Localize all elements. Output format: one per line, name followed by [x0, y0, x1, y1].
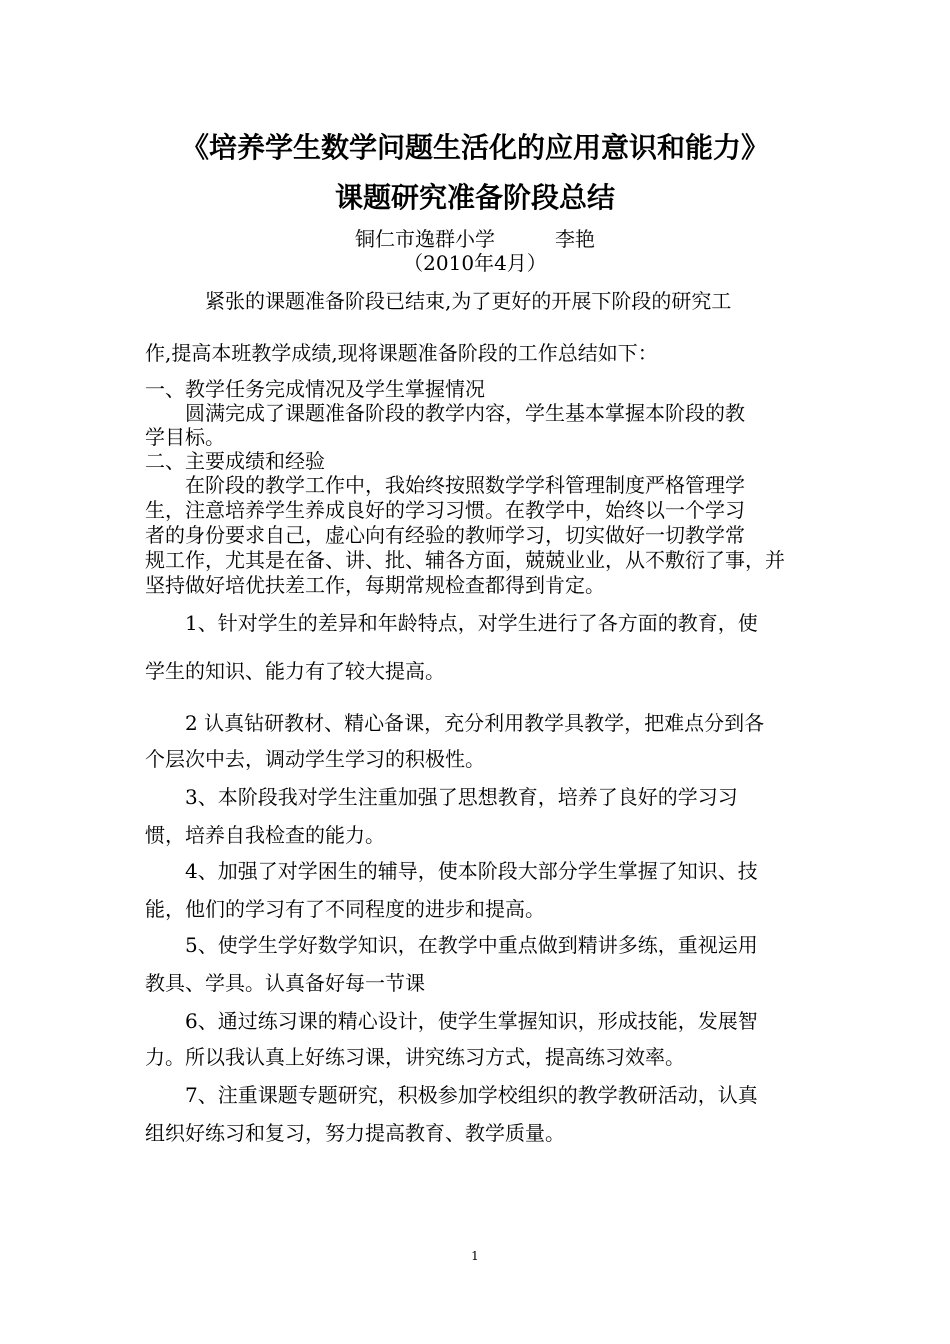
- section1-heading: 一、教学任务完成情况及学生掌握情况: [145, 377, 485, 401]
- section2-body-line-5: 坚持做好培优扶差工作，每期常规检查都得到肯定。: [145, 573, 605, 597]
- date-line: （2010年4月）: [403, 251, 547, 275]
- item-6-line-1: 6、通过练习课的精心设计，使学生掌握知识，形成技能，发展智: [185, 1009, 758, 1033]
- section2-body-line-1: 在阶段的教学工作中，我始终按照数学学科管理制度严格管理学: [185, 473, 745, 497]
- item-6-line-2: 力。所以我认真上好练习课，讲究练习方式，提高练习效率。: [145, 1045, 685, 1069]
- item-7-line-2: 组织好练习和复习，努力提高教育、教学质量。: [145, 1121, 565, 1145]
- author-line: 铜仁市逸群小学 李艳: [355, 227, 595, 251]
- item-2-line-2: 个层次中去，调动学生学习的积极性。: [145, 747, 485, 771]
- item-5-line-2: 教具、学具。认真备好每一节课: [145, 971, 425, 995]
- section2-body-line-2: 生，注意培养学生养成良好的学习习惯。在教学中，始终以一个学习: [145, 498, 745, 522]
- item-3-line-2: 惯，培养自我检查的能力。: [145, 823, 385, 847]
- item-3-line-1: 3、本阶段我对学生注重加强了思想教育，培养了良好的学习习: [185, 785, 738, 809]
- document-title: 《培养学生数学问题生活化的应用意识和能力》: [180, 131, 769, 164]
- section2-body-line-3: 者的身份要求自己，虚心向有经验的教师学习，切实做好一切教学常: [145, 523, 745, 547]
- item-2-line-1: 2 认真钻研教材、精心备课，充分利用教学具教学，把难点分到各: [185, 711, 765, 735]
- item-1-line-2: 学生的知识、能力有了较大提高。: [145, 659, 445, 683]
- item-4-line-2: 能，他们的学习有了不同程度的进步和提高。: [145, 897, 545, 921]
- item-7-line-1: 7、注重课题专题研究，积极参加学校组织的教学教研活动，认真: [185, 1083, 758, 1107]
- item-4-line-1: 4、加强了对学困生的辅导，使本阶段大部分学生掌握了知识、技: [185, 859, 758, 883]
- page-number: 1: [471, 1249, 479, 1263]
- section2-heading: 二、主要成绩和经验: [145, 449, 325, 473]
- intro-line-2: 作,提高本班教学成绩,现将课题准备阶段的工作总结如下：: [145, 341, 658, 365]
- item-1-line-1: 1、针对学生的差异和年龄特点，对学生进行了各方面的教育，使: [185, 611, 758, 635]
- intro-line-1: 紧张的课题准备阶段已结束,为了更好的开展下阶段的研究工: [205, 289, 732, 313]
- section1-body-line-2: 学目标。: [145, 425, 225, 449]
- item-5-line-1: 5、使学生学好数学知识，在教学中重点做到精讲多练，重视运用: [185, 933, 758, 957]
- section1-body-line-1: 圆满完成了课题准备阶段的教学内容，学生基本掌握本阶段的教: [185, 401, 745, 425]
- section2-body-line-4: 规工作，尤其是在备、讲、批、辅各方面，兢兢业业，从不敷衍了事，并: [145, 548, 785, 572]
- document-subtitle: 课题研究准备阶段总结: [334, 181, 615, 214]
